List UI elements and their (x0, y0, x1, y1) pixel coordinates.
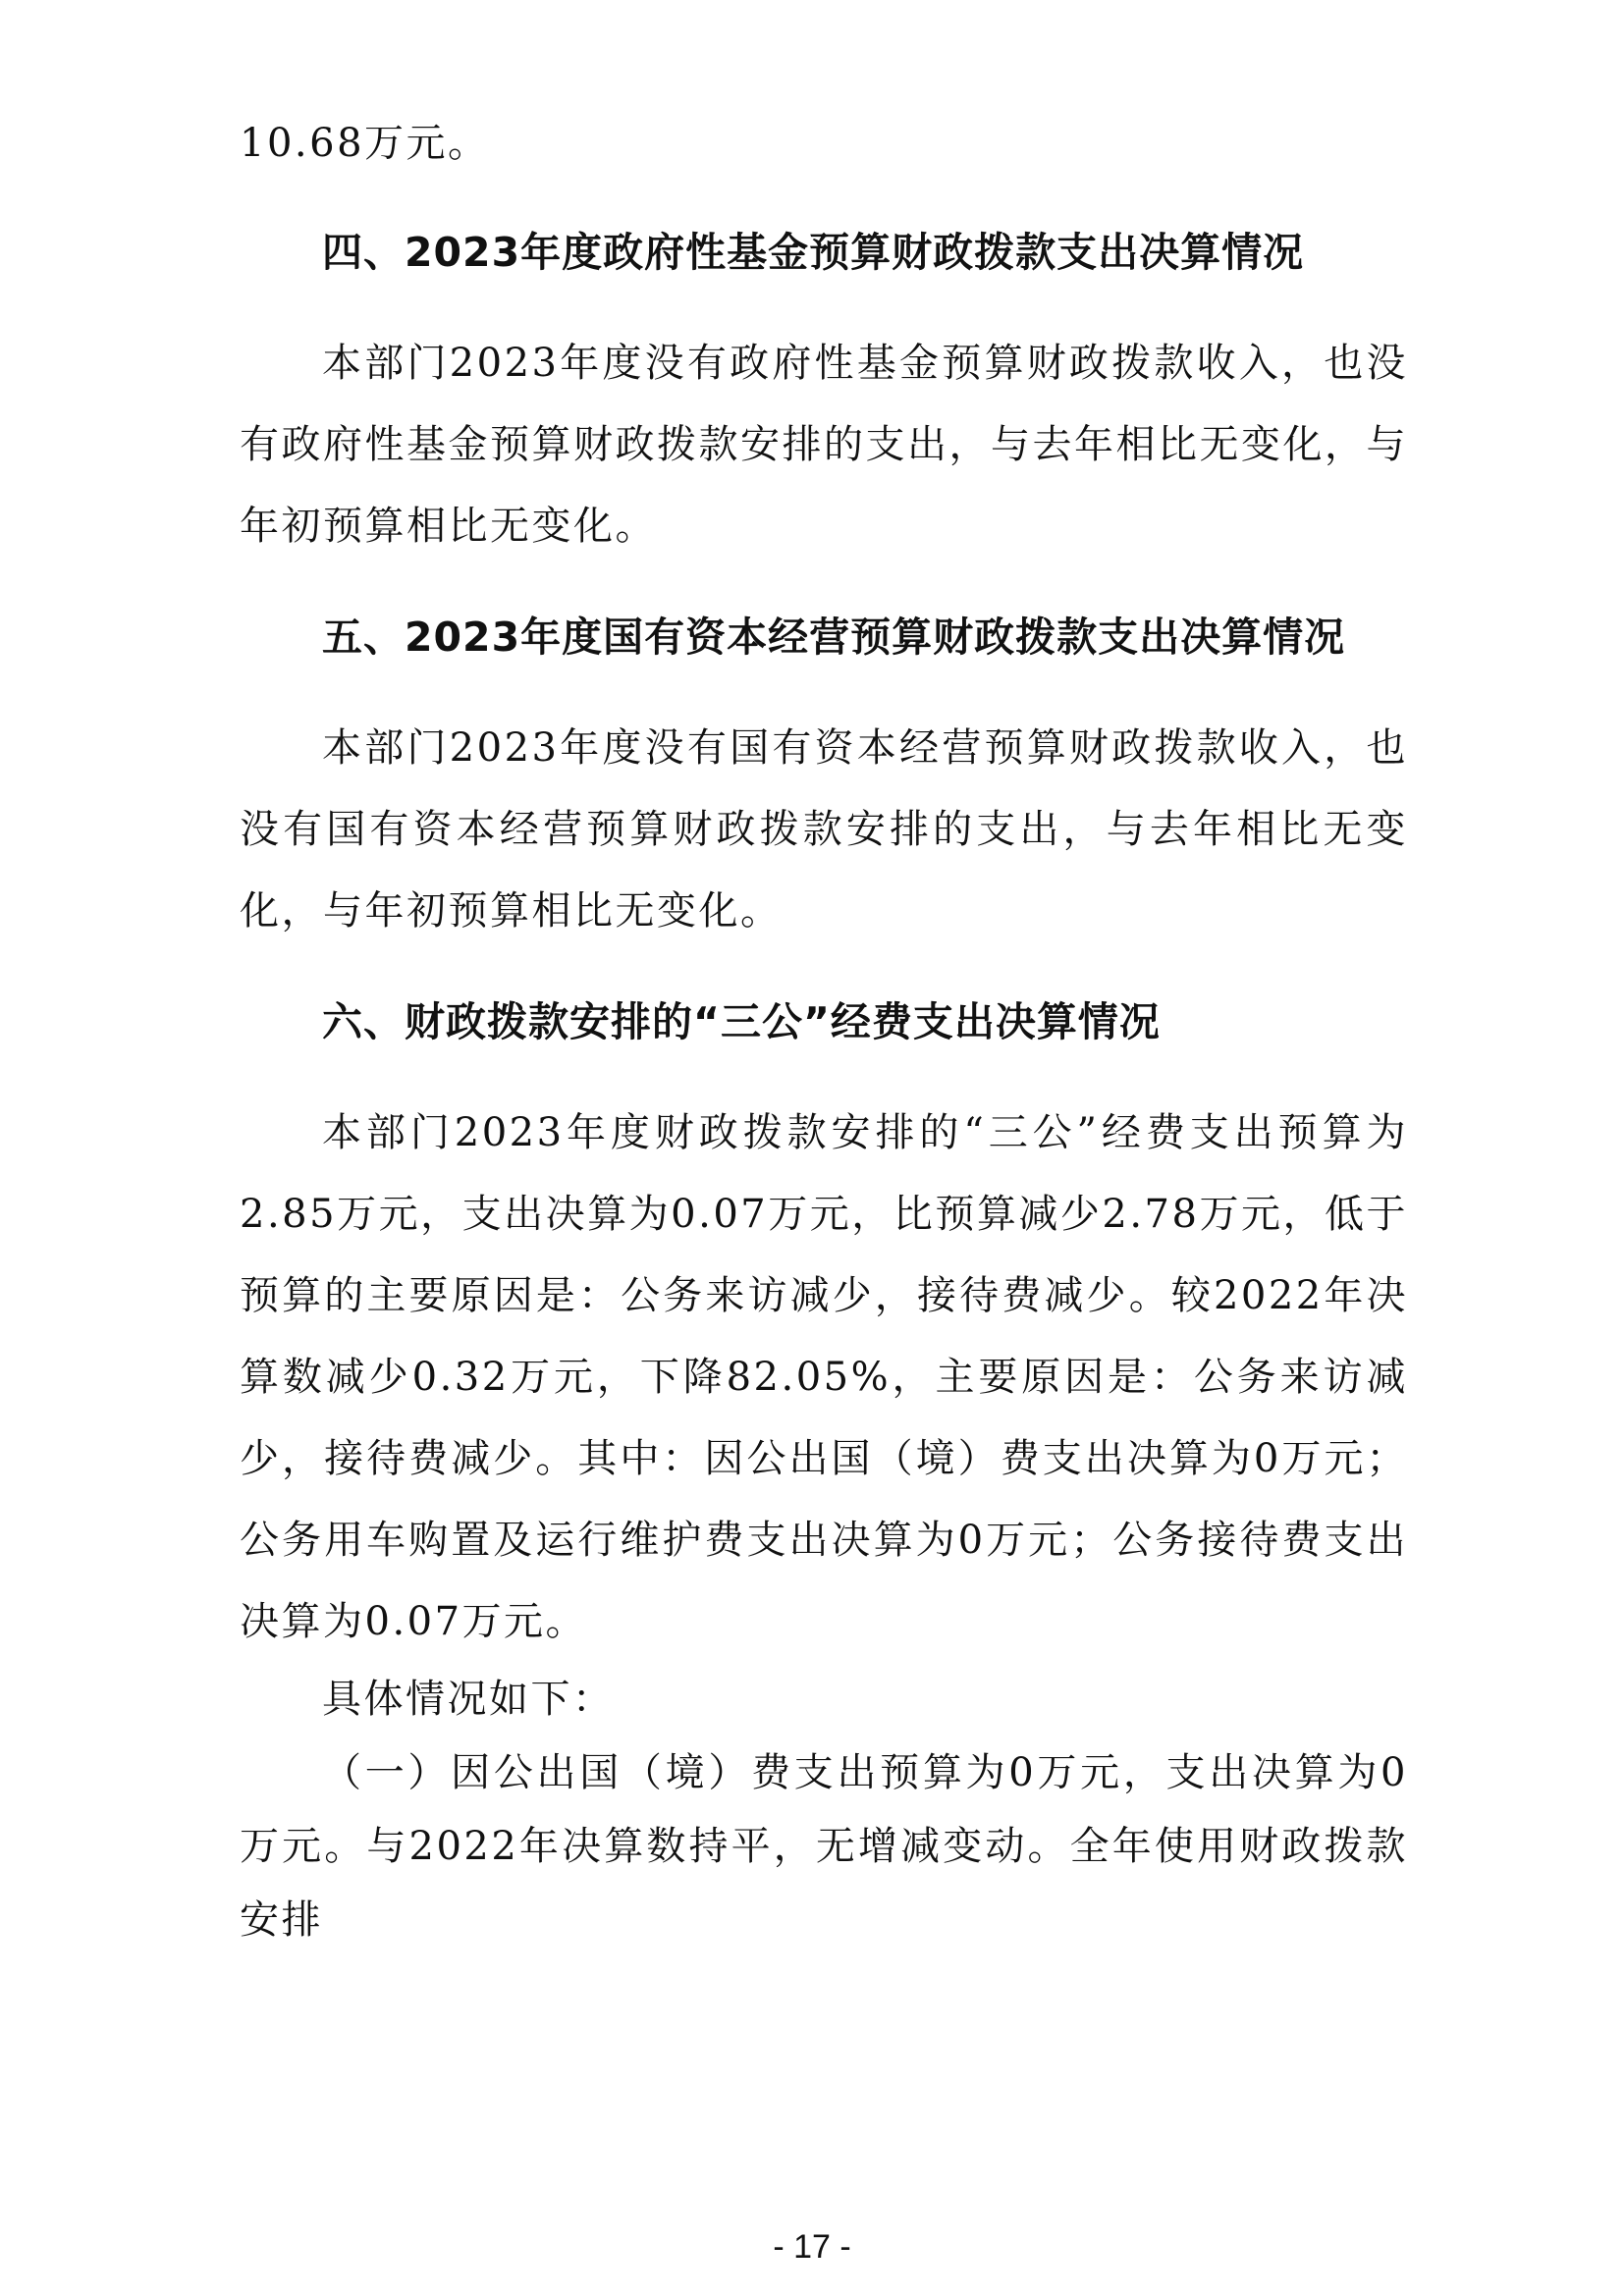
section-4-body: 本部门2023年度没有政府性基金预算财政拨款收入，也没有政府性基金预算财政拨款安排的支出，与去年相比无变化，与年初预算相比无变化。 (240, 341, 1408, 549)
section-6-item-1: （一）因公出国（境）费支出预算为0万元，支出决算为0万元。与2022年决算数持平，无增减变动。全年使用财政拨款安排 (240, 1750, 1408, 1943)
page-number: - 17 - (773, 2228, 851, 2266)
section-6-heading: 六、财政拨款安排的“三公”经费支出决算情况 (322, 998, 1161, 1045)
document-body (240, 0, 1408, 1957)
continuation-text: 10.68万元。 (240, 121, 490, 166)
section-4-heading: 四、2023年度政府性基金预算财政拨款支出决算情况 (322, 229, 1305, 276)
section-6-body: 本部门2023年度财政拨款安排的“三公”经费支出预算为2.85万元，支出决算为0.07万元，比预算减少2.78万元，低于预算的主要原因是：公务来访减少，接待费减少。较2022年决算数减少0.32万元，下降82.05%，主要原因是：公务来访减少，接待费减少。其中：因公出国（境）费支出决算为0万元；公务用车购置及运行维护费支出决算为0万元；公务接待费支出决算为0.07万元。 (240, 1110, 1408, 1644)
details-intro: 具体情况如下： (322, 1677, 615, 1722)
section-5-heading: 五、2023年度国有资本经营预算财政拨款支出决算情况 (322, 614, 1346, 661)
section-5-body: 本部门2023年度没有国有资本经营预算财政拨款收入，也没有国有资本经营预算财政拨款安排的支出，与去年相比无变化，与年初预算相比无变化。 (240, 725, 1408, 934)
